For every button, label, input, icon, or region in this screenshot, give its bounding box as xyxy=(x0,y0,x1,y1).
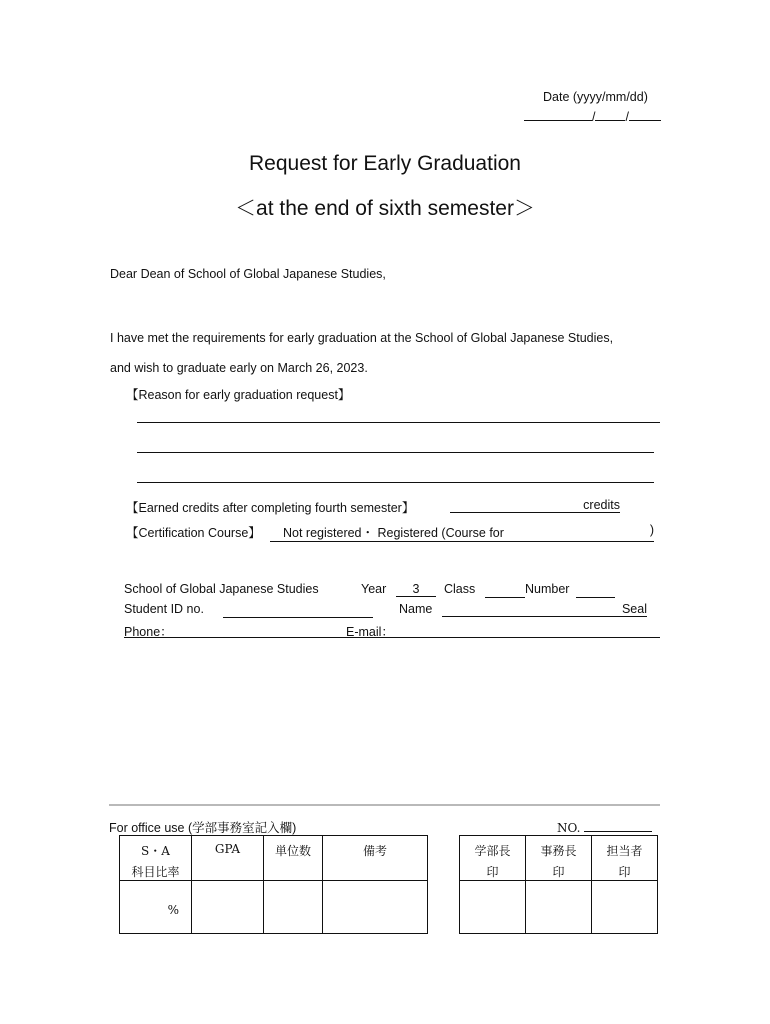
school-name: School of Global Japanese Studies xyxy=(124,582,319,596)
year-label: Year xyxy=(361,582,387,596)
certification-options: Not registered・ Registered (Course for xyxy=(283,526,504,540)
name-field[interactable] xyxy=(442,602,647,617)
reason-line-3[interactable] xyxy=(137,482,654,483)
page-subtitle: ＜at the end of sixth semester＞ xyxy=(235,197,535,220)
reason-line-2[interactable] xyxy=(137,452,654,453)
date-label: Date (yyyy/mm/dd) xyxy=(543,90,648,104)
contact-row[interactable] xyxy=(124,622,660,641)
credits-label: 【Earned credits after completing fourth semester】 xyxy=(126,501,415,515)
class-label: Class xyxy=(444,582,476,596)
office-table-grades xyxy=(119,835,428,934)
remarks-cell[interactable] xyxy=(323,881,428,934)
office-manager-seal-cell[interactable] xyxy=(526,881,592,934)
office-manager-seal-label: 印 xyxy=(552,865,565,879)
body-line-2: and wish to graduate early on March 26, 2023. xyxy=(110,361,368,375)
subject-ratio-label: 科目比率 xyxy=(131,865,180,879)
certification-label: 【Certification Course】 xyxy=(126,526,261,540)
certification-close: ) xyxy=(649,523,654,537)
office-no-field[interactable] xyxy=(584,818,652,832)
office-manager-label: 事務長 xyxy=(540,844,577,858)
sa-label: S・A xyxy=(141,844,170,858)
number-label: Number xyxy=(525,582,570,596)
staff-seal-label: 印 xyxy=(618,865,631,879)
dean-seal-label: 印 xyxy=(486,865,499,879)
office-table-seals xyxy=(459,835,658,934)
sa-ratio-header xyxy=(120,836,192,881)
dean-label: 学部長 xyxy=(474,844,511,858)
credits-unit: credits xyxy=(583,498,620,512)
class-field[interactable] xyxy=(485,582,525,601)
office-use-label: For office use (学部事務室記入欄) xyxy=(109,821,297,835)
date-field[interactable] xyxy=(524,105,661,124)
sa-ratio-cell[interactable] xyxy=(120,881,192,934)
email-label: E-mail： xyxy=(346,625,394,639)
remarks-header: 備考 xyxy=(323,836,428,881)
page-title: Request for Early Graduation xyxy=(249,152,521,175)
year-value: 3 xyxy=(412,582,420,596)
office-manager-seal-header xyxy=(526,836,592,881)
dean-seal-cell[interactable] xyxy=(460,881,526,934)
section-divider xyxy=(109,804,660,806)
year-field[interactable] xyxy=(396,582,436,597)
staff-seal-cell[interactable] xyxy=(592,881,658,934)
reason-line-1[interactable] xyxy=(137,422,660,423)
credits-field[interactable] xyxy=(450,498,620,513)
staff-seal-header xyxy=(592,836,658,881)
date-separator: / xyxy=(625,110,629,124)
date-separator: / xyxy=(592,110,596,124)
reason-label: 【Reason for early graduation request】 xyxy=(126,388,351,402)
office-no-label: NO. xyxy=(557,821,581,835)
seal-label: Seal xyxy=(621,602,647,616)
credits-cell[interactable] xyxy=(264,881,323,934)
office-no xyxy=(557,818,652,835)
certification-field[interactable] xyxy=(270,523,654,542)
student-id-label: Student ID no. xyxy=(124,602,204,616)
student-id-field[interactable] xyxy=(223,602,373,621)
number-field[interactable] xyxy=(576,582,615,601)
body-line-1: I have met the requirements for early graduation at the School of Global Japanese Studies, xyxy=(110,331,614,345)
greeting: Dear Dean of School of Global Japanese Studies, xyxy=(110,267,386,281)
dean-seal-header xyxy=(460,836,526,881)
phone-label: Phone： xyxy=(124,625,173,639)
staff-label: 担当者 xyxy=(606,844,643,858)
percent-sign: % xyxy=(167,903,179,917)
name-label: Name xyxy=(399,602,433,616)
credits-header: 単位数 xyxy=(264,836,323,881)
gpa-cell[interactable] xyxy=(192,881,264,934)
gpa-header: GPA xyxy=(192,836,264,881)
